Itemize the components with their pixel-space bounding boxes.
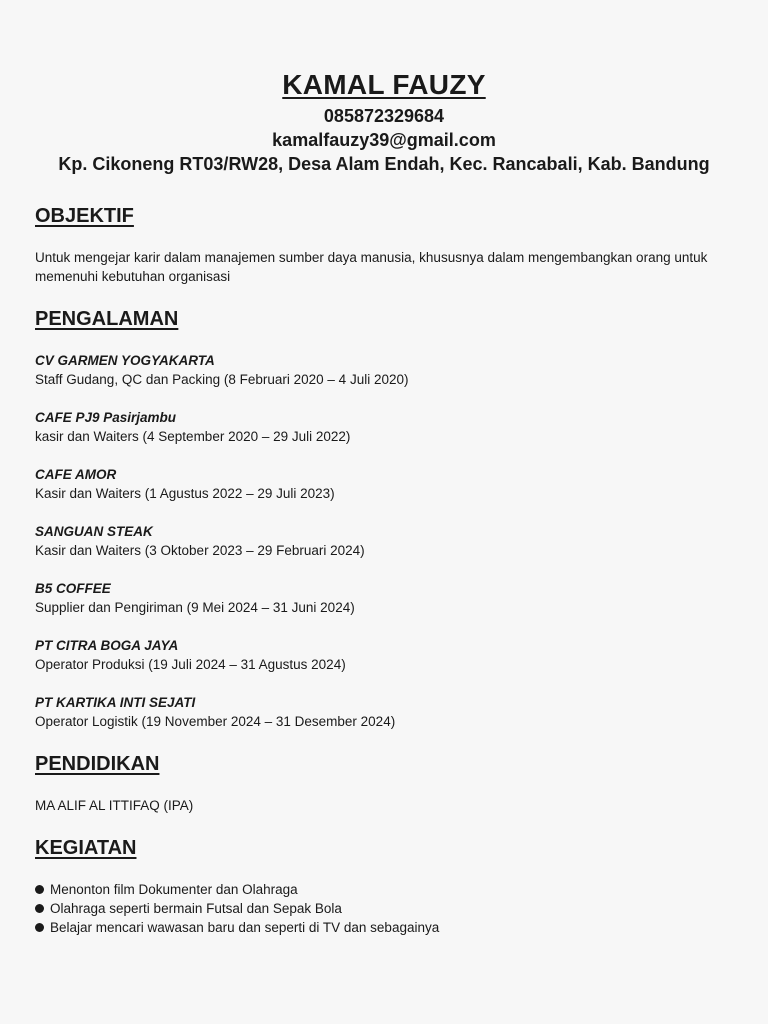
candidate-name: KAMAL FAUZY xyxy=(282,69,486,100)
bullet-icon xyxy=(35,885,44,894)
experience-role: Kasir dan Waiters (3 Oktober 2023 – 29 Februari 2024) xyxy=(35,543,365,558)
experience-role: Operator Produksi (19 Juli 2024 – 31 Agustus 2024) xyxy=(35,657,346,672)
experience-item xyxy=(35,351,715,408)
experience-company: PT CITRA BOGA JAYA xyxy=(35,638,179,653)
activity-text: Olahraga seperti bermain Futsal dan Sepak Bola xyxy=(50,901,342,916)
objective-heading: OBJEKTIF xyxy=(35,205,134,227)
experience-role: Kasir dan Waiters (1 Agustus 2022 – 29 Juli 2023) xyxy=(35,486,335,501)
education-heading: PENDIDIKAN xyxy=(35,753,160,775)
activity-text: Menonton film Dokumenter dan Olahraga xyxy=(50,882,298,897)
bullet-icon xyxy=(35,904,44,913)
experience-item xyxy=(35,693,715,750)
experience-item xyxy=(35,522,715,579)
experience-role: Operator Logistik (19 November 2024 – 31 Desember 2024) xyxy=(35,714,396,729)
education-school: MA ALIF AL ITTIFAQ (IPA) xyxy=(35,798,194,813)
experience-company: B5 COFFEE xyxy=(35,581,111,596)
phone-number: 085872329684 xyxy=(323,106,445,126)
experience-item xyxy=(35,579,715,636)
experience-company: PT KARTIKA INTI SEJATI xyxy=(35,695,196,710)
experience-company: CV GARMEN YOGYAKARTA xyxy=(35,353,215,368)
home-address: Kp. Cikoneng RT03/RW28, Desa Alam Endah, Kec. Rancabali, Kab. Bandung xyxy=(58,154,710,174)
experience-item xyxy=(35,636,715,693)
experience-item xyxy=(35,408,715,465)
experience-role: Staff Gudang, QC dan Packing (8 Februari 2020 – 4 Juli 2020) xyxy=(35,372,409,387)
experience-list xyxy=(35,351,715,750)
activity-text: Belajar mencari wawasan baru dan seperti di TV dan sebagainya xyxy=(50,920,440,935)
email-address: kamalfauzy39@gmail.com xyxy=(272,130,496,150)
experience-role: kasir dan Waiters (4 September 2020 – 29 Juli 2022) xyxy=(35,429,351,444)
experience-company: CAFE PJ9 Pasirjambu xyxy=(35,410,177,425)
experience-company: SANGUAN STEAK xyxy=(35,524,153,539)
activities-list xyxy=(35,880,439,937)
list-item xyxy=(35,918,439,937)
activities-heading: KEGIATAN xyxy=(35,837,137,859)
bullet-icon xyxy=(35,923,44,932)
experience-company: CAFE AMOR xyxy=(35,467,117,482)
list-item xyxy=(35,880,439,899)
list-item xyxy=(35,899,439,918)
experience-item xyxy=(35,465,715,522)
experience-heading: PENGALAMAN xyxy=(35,308,179,330)
resume-header xyxy=(0,66,768,176)
objective-text: Untuk mengejar karir dalam manajemen sumber daya manusia, khususnya dalam mengembangkan orang untuk memenuhi kebutuhan organisasi xyxy=(35,250,708,284)
experience-role: Supplier dan Pengiriman (9 Mei 2024 – 31 Juni 2024) xyxy=(35,600,355,615)
